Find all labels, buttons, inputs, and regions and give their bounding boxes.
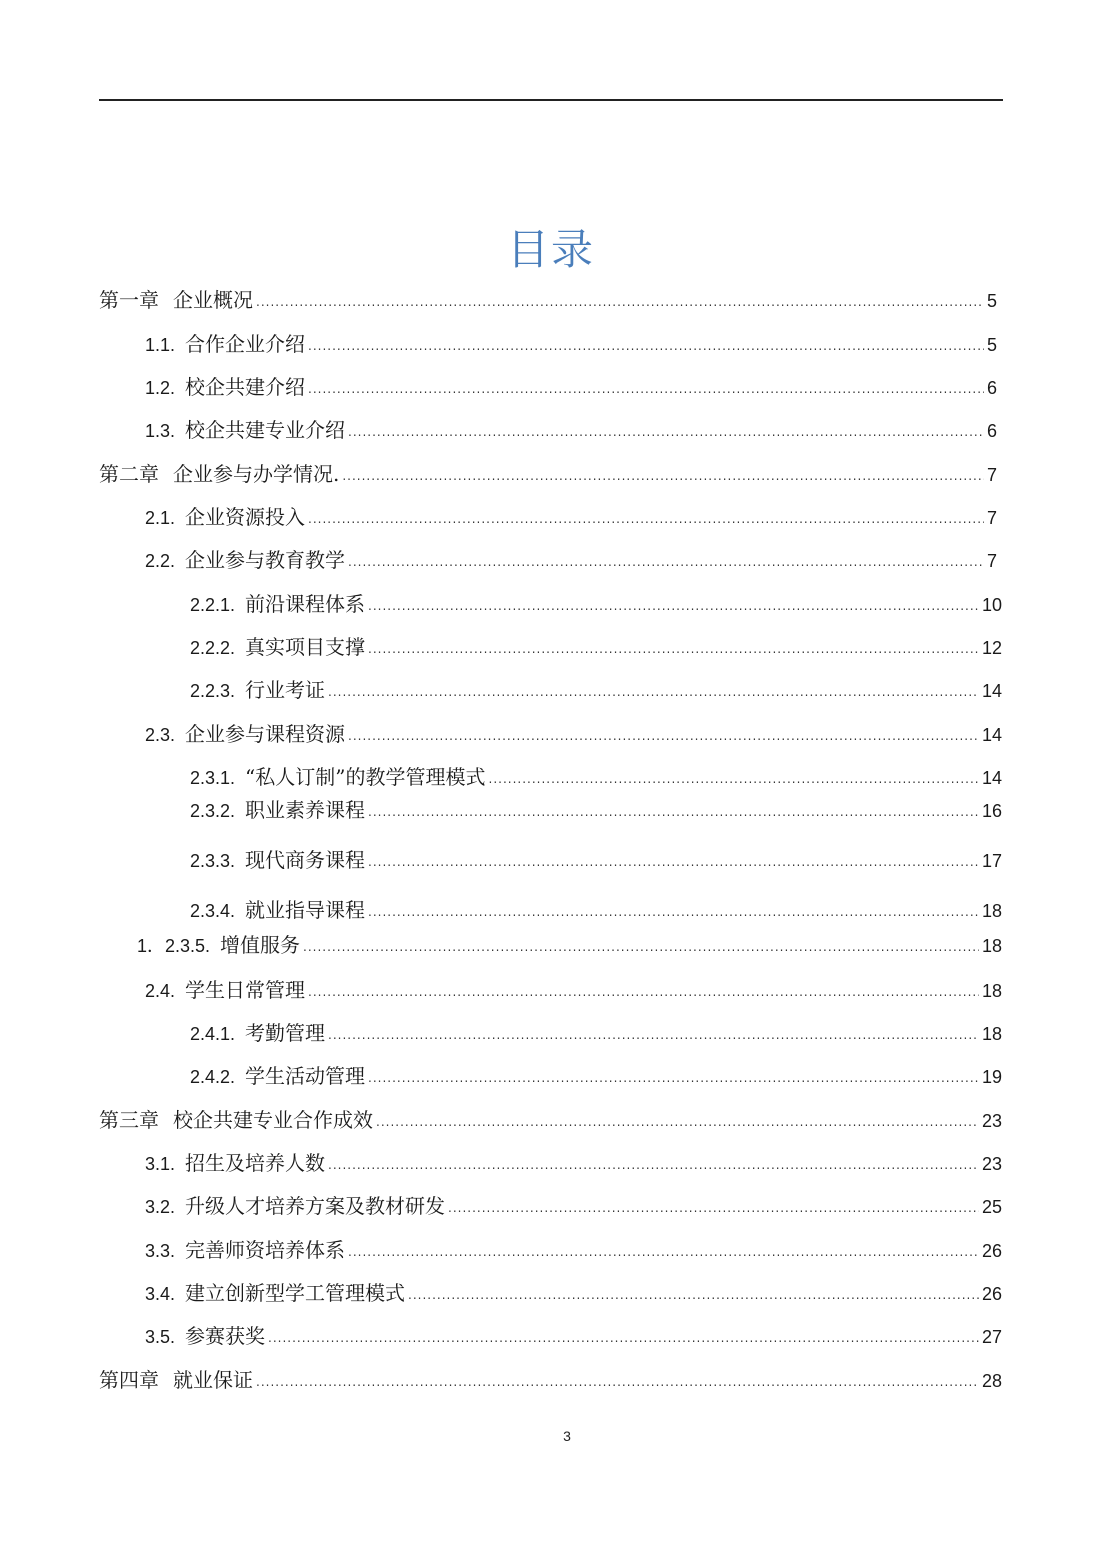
toc-entry-page: 18 xyxy=(981,901,1002,921)
toc-entry-title: 企业参与办学情况. xyxy=(173,462,340,486)
toc-entry-title: 企业资源投入 xyxy=(185,505,306,529)
toc-entry-number: 2.3.1. xyxy=(190,768,236,788)
toc-entry-title: 建立创新型学工管理模式 xyxy=(185,1281,406,1305)
toc-entry-page: 10 xyxy=(981,595,1002,615)
toc-leader-dots xyxy=(303,932,979,962)
toc-leader-dots xyxy=(368,634,979,664)
toc-entry-title: 前沿课程体系 xyxy=(245,592,366,616)
toc-entry-page: 23 xyxy=(981,1154,1002,1174)
toc-entry-title: 考勤管理 xyxy=(245,1021,326,1045)
toc-entry-2-3-2[interactable] xyxy=(190,795,1002,825)
toc-entry-number: 3.1. xyxy=(145,1154,176,1174)
toc-entry-page: 25 xyxy=(981,1197,1002,1217)
toc-entry-number: 2.4.1. xyxy=(190,1024,236,1044)
toc-entry-1-1[interactable] xyxy=(145,329,997,359)
toc-leader-dots xyxy=(328,677,979,707)
toc-entry-page: 18 xyxy=(981,981,1002,1001)
toc-leader-dots xyxy=(368,1063,979,1093)
toc-entry-number: 2.3.3. xyxy=(190,851,236,871)
toc-title: 目录 xyxy=(506,225,595,274)
toc-entry-title: 企业概况 xyxy=(173,288,253,312)
toc-leader-dots xyxy=(368,591,979,621)
toc-entry-title: 校企共建专业介绍 xyxy=(185,418,346,442)
toc-entry-title: 企业参与课程资源 xyxy=(185,722,346,746)
toc-leader-dots xyxy=(348,547,984,577)
toc-leader-dots xyxy=(348,721,979,751)
toc-entry-title: “私人订制”的教学管理模式 xyxy=(245,765,486,789)
toc-entry-page: 7 xyxy=(986,551,997,571)
toc-leader-dots xyxy=(268,1323,979,1353)
toc-entry-chapter-3[interactable] xyxy=(99,1105,1002,1135)
toc-entry-page: 18 xyxy=(981,936,1002,956)
toc-entry-3-2[interactable] xyxy=(145,1191,1002,1221)
toc-entry-title: 学生日常管理 xyxy=(185,978,306,1002)
toc-entry-title: 校企共建介绍 xyxy=(185,375,306,399)
toc-entry-title: 学生活动管理 xyxy=(245,1064,366,1088)
toc-leader-dots xyxy=(408,1280,979,1310)
toc-entry-title: 就业保证 xyxy=(173,1368,253,1392)
toc-entry-page: 19 xyxy=(981,1067,1002,1087)
toc-leader-dots xyxy=(489,764,979,794)
toc-leader-dots xyxy=(376,1107,979,1137)
toc-leader-dots xyxy=(368,847,979,877)
toc-leader-dots xyxy=(328,1020,979,1050)
toc-entry-page: 18 xyxy=(981,1024,1002,1044)
toc-entry-3-1[interactable] xyxy=(145,1148,1002,1178)
toc-entry-number: 1．2.3.5. xyxy=(137,936,211,956)
toc-entry-1-3[interactable] xyxy=(145,415,997,445)
toc-entry-3-5[interactable] xyxy=(145,1321,1002,1351)
page-number: 3 xyxy=(563,1428,571,1444)
toc-entry-page: 5 xyxy=(986,335,997,355)
toc-entry-number: 3.5. xyxy=(145,1327,176,1347)
toc-entry-number: 3.4. xyxy=(145,1284,176,1304)
toc-entry-number: 1.3. xyxy=(145,421,176,441)
toc-entry-number: 1.2. xyxy=(145,378,176,398)
toc-entry-number: 第四章 xyxy=(99,1368,159,1392)
toc-entry-2-3[interactable] xyxy=(145,719,1002,749)
toc-entry-number: 2.3.4. xyxy=(190,901,236,921)
toc-entry-3-3[interactable] xyxy=(145,1235,1002,1265)
toc-leader-dots xyxy=(342,461,984,491)
toc-entry-title: 企业参与教育教学 xyxy=(185,548,346,572)
toc-leader-dots xyxy=(348,417,984,447)
toc-entry-2-4-2[interactable] xyxy=(190,1061,1002,1091)
toc-entry-title: 升级人才培养方案及教材研发 xyxy=(185,1194,446,1218)
toc-entry-2-2-1[interactable] xyxy=(190,589,1002,619)
toc-entry-title: 完善师资培养体系 xyxy=(185,1238,346,1262)
toc-entry-2-3-1[interactable] xyxy=(190,762,1002,792)
toc-entry-title: 增值服务 xyxy=(220,933,301,957)
toc-entry-2-4[interactable] xyxy=(145,975,1002,1005)
toc-entry-number: 第一章 xyxy=(99,288,159,312)
toc-entry-2-2-3[interactable] xyxy=(190,675,1002,705)
toc-entry-2-2-2[interactable] xyxy=(190,632,1002,662)
toc-leader-dots xyxy=(348,1237,979,1267)
toc-entry-number: 2.2.3. xyxy=(190,681,236,701)
toc-entry-title: 职业素养课程 xyxy=(245,798,366,822)
toc-entry-chapter-4[interactable] xyxy=(99,1365,1002,1395)
toc-leader-dots xyxy=(308,504,984,534)
toc-entry-number: 2.4. xyxy=(145,981,176,1001)
toc-entry-2-3-5[interactable] xyxy=(137,930,1002,960)
toc-entry-title: 参赛获奖 xyxy=(185,1324,266,1348)
toc-leader-dots xyxy=(448,1193,979,1223)
toc-entry-number: 2.4.2. xyxy=(190,1067,236,1087)
toc-entry-page: 6 xyxy=(986,421,997,441)
toc-entry-page: 26 xyxy=(981,1284,1002,1304)
toc-entry-page: 7 xyxy=(986,508,997,528)
toc-entry-2-1[interactable] xyxy=(145,502,997,532)
toc-leader-dots xyxy=(308,374,984,404)
toc-entry-page: 14 xyxy=(981,681,1002,701)
toc-leader-dots xyxy=(308,331,984,361)
toc-entry-title: 真实项目支撑 xyxy=(245,635,366,659)
toc-entry-title: 招生及培养人数 xyxy=(185,1151,326,1175)
toc-entry-number: 3.2. xyxy=(145,1197,176,1217)
toc-entry-3-4[interactable] xyxy=(145,1278,1002,1308)
toc-entry-page: 7 xyxy=(986,465,997,485)
toc-entry-title: 行业考证 xyxy=(245,678,326,702)
toc-entry-1-2[interactable] xyxy=(145,372,997,402)
toc-entry-chapter-1[interactable] xyxy=(99,285,997,315)
toc-entry-number: 2.2.2. xyxy=(190,638,236,658)
toc-entry-page: 14 xyxy=(981,725,1002,745)
toc-entry-chapter-2[interactable] xyxy=(99,459,997,489)
toc-entry-number: 1.1. xyxy=(145,335,176,355)
toc-entry-title: 合作企业介绍 xyxy=(185,332,306,356)
toc-entry-title: 校企共建专业合作成效 xyxy=(173,1108,373,1132)
toc-leader-dots xyxy=(308,977,979,1007)
toc-entry-page: 14 xyxy=(981,768,1002,788)
toc-entry-number: 2.2.1. xyxy=(190,595,236,615)
toc-entry-page: 17 xyxy=(981,851,1002,871)
toc-entry-page: 27 xyxy=(981,1327,1002,1347)
toc-entry-number: 2.3.2. xyxy=(190,801,236,821)
toc-entry-page: 12 xyxy=(981,638,1002,658)
toc-entry-number: 2.1. xyxy=(145,508,176,528)
toc-leader-dots xyxy=(368,797,979,827)
toc-entry-title: 现代商务课程 xyxy=(245,848,366,872)
toc-entry-2-2[interactable] xyxy=(145,545,997,575)
toc-leader-dots xyxy=(256,1367,979,1397)
toc-entry-number: 2.2. xyxy=(145,551,176,571)
toc-leader-dots xyxy=(368,897,979,927)
toc-entry-number: 2.3. xyxy=(145,725,176,745)
toc-entry-number: 第二章 xyxy=(99,462,159,486)
toc-entry-2-3-3[interactable] xyxy=(190,845,1002,875)
toc-entry-page: 28 xyxy=(981,1371,1002,1391)
toc-entry-2-3-4[interactable] xyxy=(190,895,1002,925)
toc-entry-title: 就业指导课程 xyxy=(245,898,366,922)
toc-entry-page: 23 xyxy=(981,1111,1002,1131)
toc-entry-number: 第三章 xyxy=(99,1108,159,1132)
toc-leader-dots xyxy=(328,1150,979,1180)
toc-entry-number: 3.3. xyxy=(145,1241,176,1261)
toc-entry-page: 6 xyxy=(986,378,997,398)
toc-entry-page: 16 xyxy=(981,801,1002,821)
toc-entry-page: 26 xyxy=(981,1241,1002,1261)
toc-entry-page: 5 xyxy=(986,291,997,311)
toc-leader-dots xyxy=(256,287,984,317)
toc-entry-2-4-1[interactable] xyxy=(190,1018,1002,1048)
